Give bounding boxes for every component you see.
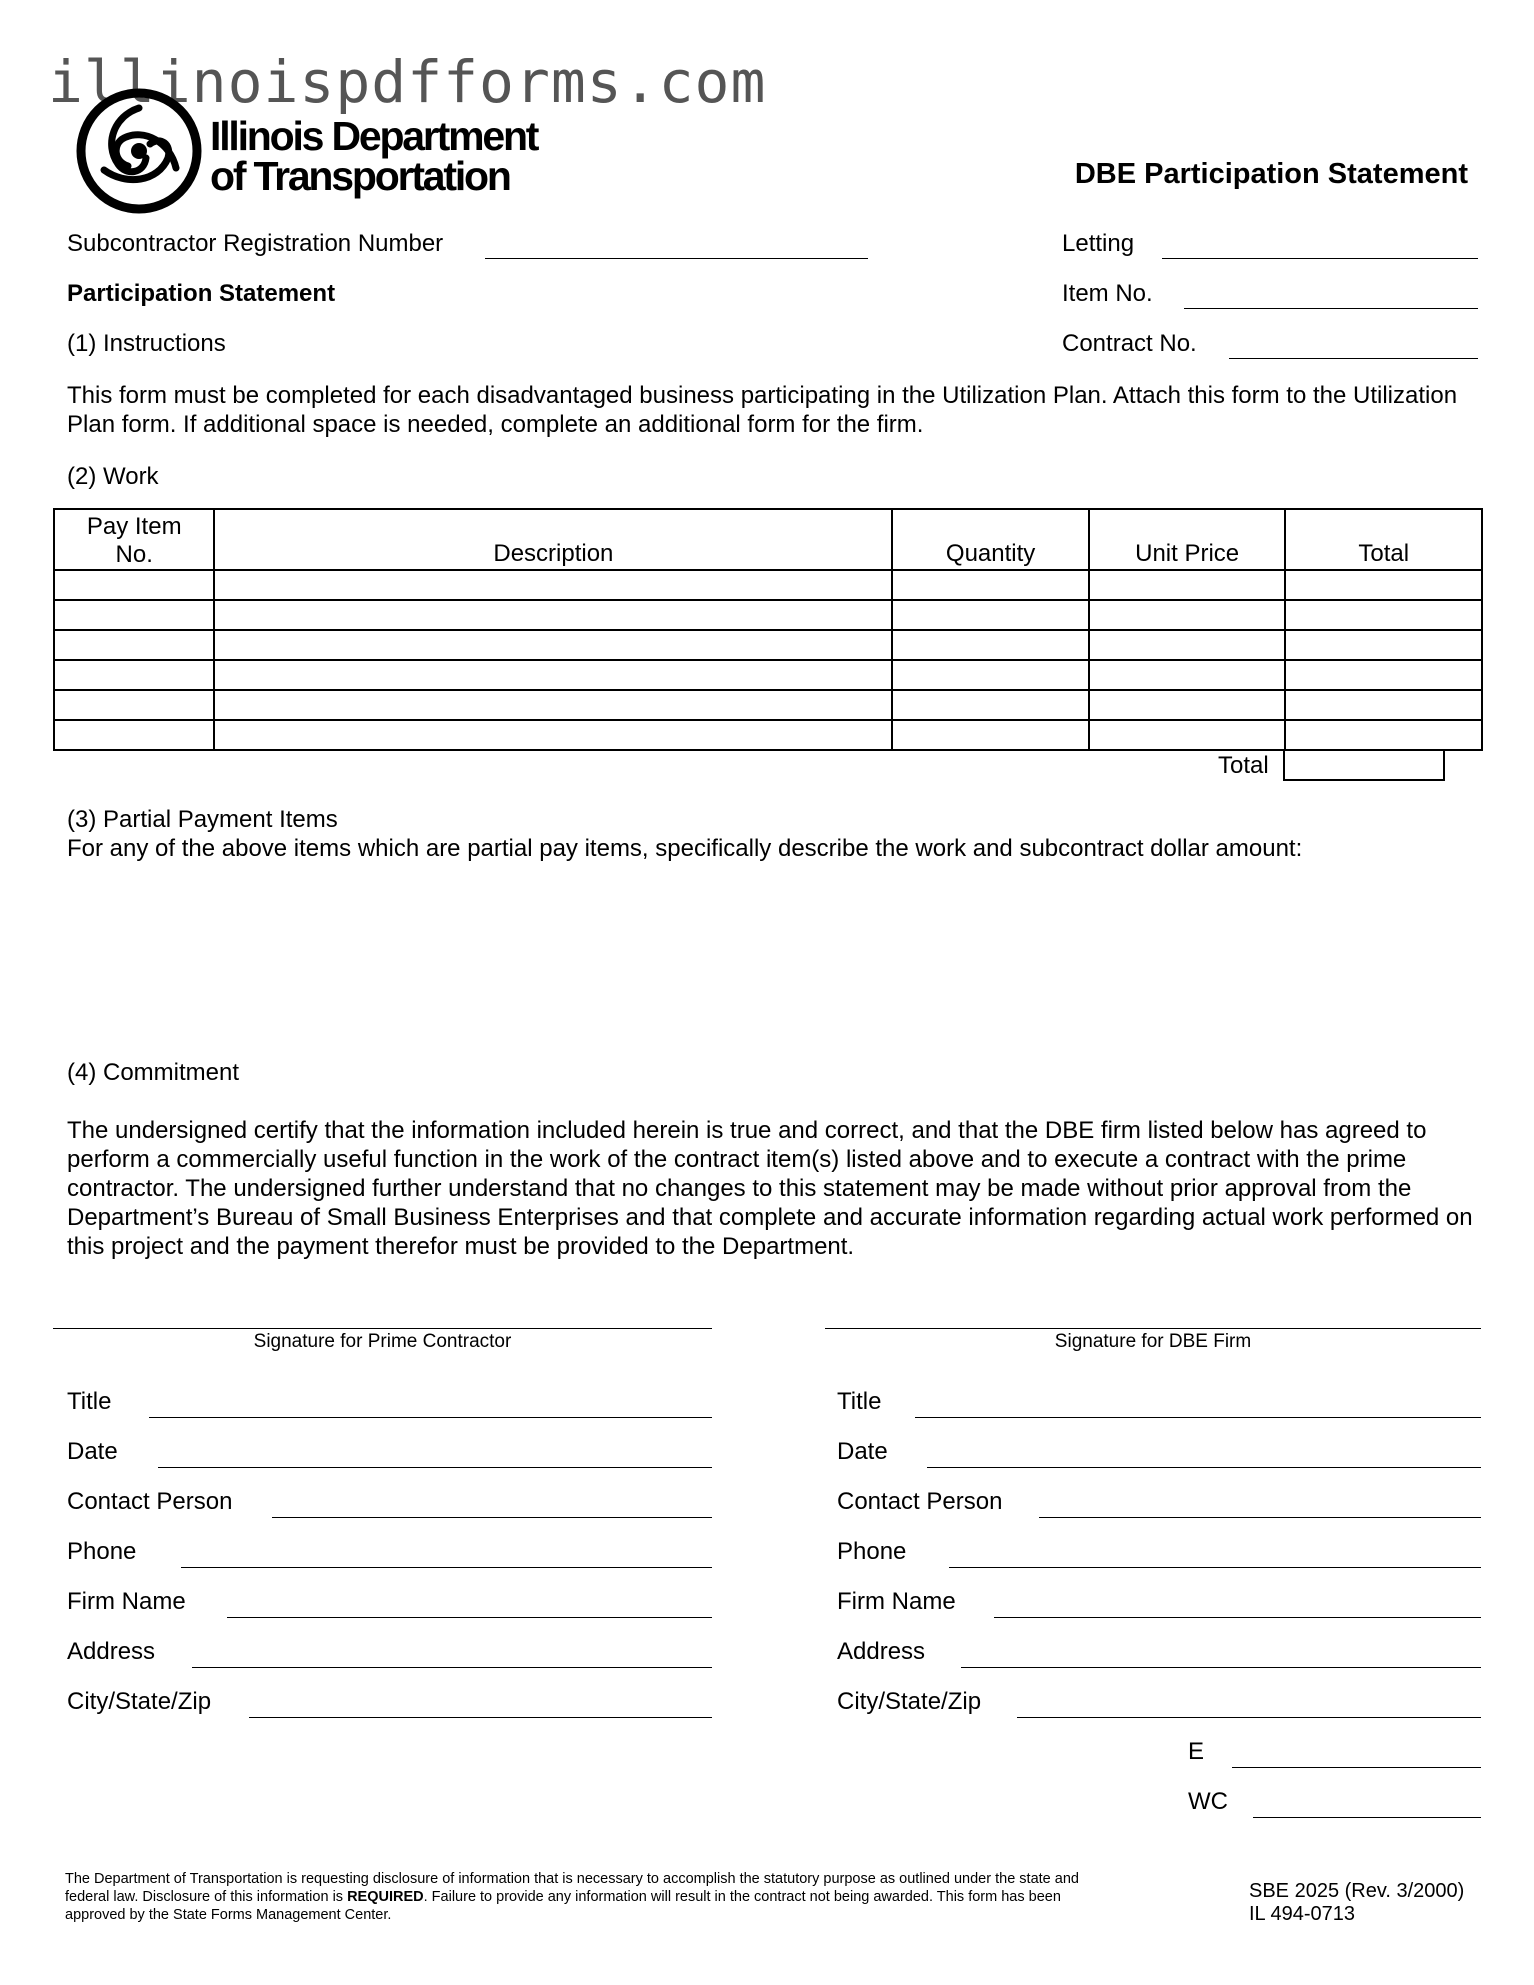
disclosure-notice: The Department of Transportation is requesting disclosure of information that is necessary to accomplish the statutory purpose as outlined under the state and federal law. Disclosure of this information is REQUIRED. Failure to provide any information will result in the contract not being awarded. This form has been approved by the State Forms Management Center. — [65, 1871, 1079, 1923]
cell-quantity[interactable] — [892, 690, 1089, 720]
prime-city-field[interactable] — [249, 1717, 712, 1718]
wc-field[interactable] — [1253, 1817, 1481, 1818]
cell-pay-item[interactable] — [54, 720, 214, 750]
prime-address-label: Address — [67, 1638, 156, 1665]
agency-name — [210, 113, 538, 199]
table-row — [54, 720, 1482, 750]
cell-total[interactable] — [1285, 570, 1482, 600]
prime-address-field[interactable] — [192, 1667, 712, 1668]
prime-signature-field[interactable] — [53, 1328, 712, 1329]
cell-total[interactable] — [1285, 660, 1482, 690]
col-pay-item-no: Pay Item No. — [54, 509, 214, 570]
dbe-address-label: Address — [837, 1638, 926, 1665]
prime-city-label: City/State/Zip — [67, 1688, 212, 1715]
dbe-title-field[interactable] — [915, 1417, 1481, 1418]
form-number-block — [1249, 1880, 1464, 1926]
dbe-date-label: Date — [837, 1438, 888, 1465]
dbe-address-field[interactable] — [961, 1667, 1481, 1668]
cell-unit-price[interactable] — [1089, 570, 1286, 600]
dbe-signature-field[interactable] — [825, 1328, 1481, 1329]
participation-heading: Participation Statement — [67, 280, 336, 307]
cell-description[interactable] — [214, 630, 892, 660]
prime-firm-field[interactable] — [227, 1617, 712, 1618]
prime-title-label: Title — [67, 1388, 112, 1415]
item-no-field[interactable] — [1184, 308, 1478, 309]
cell-quantity[interactable] — [892, 720, 1089, 750]
table-row — [54, 570, 1482, 600]
col-total: Total — [1285, 509, 1482, 570]
sub-reg-field[interactable] — [485, 258, 868, 259]
cell-quantity[interactable] — [892, 660, 1089, 690]
partial-heading: (3) Partial Payment Items — [67, 806, 338, 833]
partial-text: For any of the above items which are partial pay items, specifically describe the work and subcontract dollar amount: — [67, 835, 1303, 862]
cell-pay-item[interactable] — [54, 630, 214, 660]
table-row — [54, 600, 1482, 630]
work-heading: (2) Work — [67, 463, 159, 490]
prime-contact-label: Contact Person — [67, 1488, 233, 1515]
dbe-city-label: City/State/Zip — [837, 1688, 982, 1715]
cell-quantity[interactable] — [892, 630, 1089, 660]
dbe-city-field[interactable] — [1017, 1717, 1481, 1718]
instructions-heading: (1) Instructions — [67, 330, 226, 357]
dbe-phone-label: Phone — [837, 1538, 907, 1565]
sub-reg-label: Subcontractor Registration Number — [67, 230, 444, 257]
prime-date-field[interactable] — [158, 1467, 712, 1468]
form-code: IL 494-0713 — [1249, 1903, 1356, 1925]
cell-description[interactable] — [214, 570, 892, 600]
prime-phone-field[interactable] — [181, 1567, 712, 1568]
cell-description[interactable] — [214, 660, 892, 690]
col-quantity: Quantity — [892, 509, 1089, 570]
form-title: DBE Participation Statement — [1074, 158, 1468, 190]
cell-total[interactable] — [1285, 630, 1482, 660]
cell-total[interactable] — [1285, 690, 1482, 720]
cell-description[interactable] — [214, 690, 892, 720]
cell-total[interactable] — [1285, 600, 1482, 630]
cell-description[interactable] — [214, 600, 892, 630]
dbe-phone-field[interactable] — [949, 1567, 1481, 1568]
col-unit-price: Unit Price — [1089, 509, 1286, 570]
col-description: Description — [214, 509, 892, 570]
dbe-date-field[interactable] — [927, 1467, 1481, 1468]
wc-label: WC — [1188, 1788, 1228, 1815]
prime-phone-label: Phone — [67, 1538, 137, 1565]
work-table — [53, 508, 1483, 751]
dbe-firm-field[interactable] — [994, 1617, 1481, 1618]
form-number: SBE 2025 (Rev. 3/2000) — [1249, 1880, 1465, 1902]
dbe-contact-label: Contact Person — [837, 1488, 1003, 1515]
dbe-signature-caption: Signature for DBE Firm — [1054, 1331, 1252, 1352]
item-no-label: Item No. — [1062, 280, 1153, 307]
letting-label: Letting — [1062, 230, 1135, 257]
dbe-title-label: Title — [837, 1388, 882, 1415]
required-emphasis: REQUIRED — [347, 1889, 424, 1905]
contract-no-label: Contract No. — [1062, 330, 1197, 357]
e-label: E — [1188, 1738, 1205, 1765]
cell-pay-item[interactable] — [54, 600, 214, 630]
cell-description[interactable] — [214, 720, 892, 750]
cell-unit-price[interactable] — [1089, 720, 1286, 750]
commitment-heading: (4) Commitment — [67, 1059, 240, 1086]
cell-quantity[interactable] — [892, 600, 1089, 630]
cell-unit-price[interactable] — [1089, 660, 1286, 690]
agency-line-2: of Transportation — [210, 153, 510, 199]
prime-firm-label: Firm Name — [67, 1588, 186, 1615]
letting-field[interactable] — [1162, 258, 1478, 259]
table-row — [54, 690, 1482, 720]
cell-unit-price[interactable] — [1089, 690, 1286, 720]
cell-unit-price[interactable] — [1089, 630, 1286, 660]
cell-pay-item[interactable] — [54, 570, 214, 600]
prime-contact-field[interactable] — [272, 1517, 712, 1518]
partial-description-area[interactable] — [67, 870, 1477, 1040]
dbe-firm-label: Firm Name — [837, 1588, 956, 1615]
watermark: illinoispdfforms.com — [48, 48, 767, 116]
prime-date-label: Date — [67, 1438, 118, 1465]
contract-no-field[interactable] — [1229, 358, 1478, 359]
prime-title-field[interactable] — [149, 1417, 712, 1418]
table-row — [54, 660, 1482, 690]
cell-quantity[interactable] — [892, 570, 1089, 600]
table-total-label: Total — [1218, 752, 1269, 779]
cell-total[interactable] — [1285, 720, 1482, 750]
e-field[interactable] — [1232, 1767, 1481, 1768]
idot-logo-icon — [74, 86, 204, 216]
cell-pay-item[interactable] — [54, 690, 214, 720]
instructions-text: This form must be completed for each disadvantaged business participating in the Utilization Plan. Attach this form to the Utilization Plan form. If additional space is needed, complete an additional form for the firm. — [67, 382, 1458, 438]
dbe-contact-field[interactable] — [1039, 1517, 1481, 1518]
cell-unit-price[interactable] — [1089, 600, 1286, 630]
table-row — [54, 630, 1482, 660]
commitment-text: The undersigned certify that the information included herein is true and correct, and that the DBE firm listed below has agreed to perform a commercially useful function in the work of the contract item(s) listed above and to execute a contract with the prime contractor. The undersigned further understand that no changes to this statement may be made without prior approval from the Department’s Bureau of Small Business Enterprises and that complete and accurate information regarding actual work performed on this project and the payment therefor must be provided to the Department. — [67, 1117, 1473, 1260]
table-total-field[interactable] — [1283, 749, 1445, 781]
cell-pay-item[interactable] — [54, 660, 214, 690]
agency-line-1: Illinois Department — [210, 113, 538, 159]
prime-signature-caption: Signature for Prime Contractor — [253, 1331, 512, 1352]
